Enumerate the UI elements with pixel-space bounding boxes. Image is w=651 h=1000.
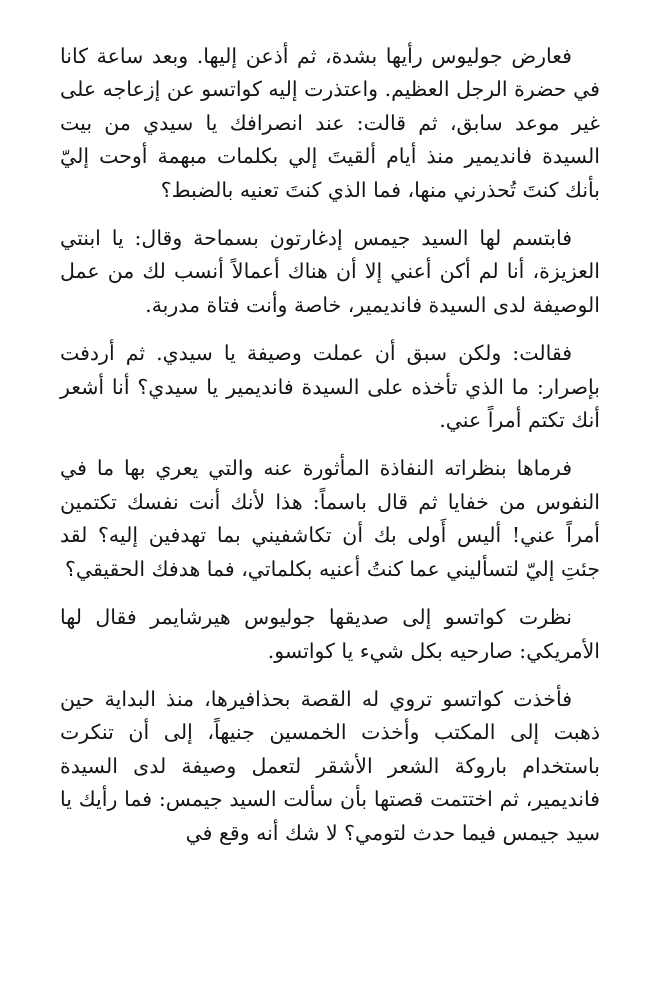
paragraph-3: فقالت: ولكن سبق أن عملت وصيفة يا سيدي. ثم أردفت بإصرار: ما الذي تأخذه على السيدة فانديمير يا سيدي؟ أنا أشعر أنك تكتم أمراً عني. (60, 341, 600, 433)
paragraph-6: فأخذت كواتسو تروي له القصة بحذافيرها، منذ البداية حين ذهبت إلى المكتب وأخذت الخمسين جنيهاً، إلى أن تنكرت باستخدام باروكة الشعر الأشقر لتعمل وصيفة لدى السيدة فانديمير، ثم اختتمت قصتها بأن سألت السيد جيمس: فما رأيك يا سيد جيمس فيما حدث لتومي؟ لا شك أنه وقع في (60, 686, 600, 845)
book-page (60, 40, 600, 990)
paragraph-2: فابتسم لها السيد جيمس إدغارتون بسماحة وقال: يا ابنتي العزيزة، أنا لم أكن أعني إلا أن هناك أعمالاً أنسب لك من عمل الوصيفة لدى السيدة فانديمير، خاصة وأنت فتاة مدربة. (60, 226, 600, 317)
paragraph-4: فرماها بنظراته النفاذة المأثورة عنه والتي يعري بها ما في النفوس من خفايا ثم قال باسماً: هذا لأنك أنت نفسك تكتمين أمراً عني! أليس أَولى بك أن تكاشفيني بما تهدفين إليه؟ لقد جئتِ إليّ لتسأليني عما كنتُ أعنيه بكلماتي، فما هدفك الحقيقي؟ (60, 456, 600, 581)
paragraph-5: نظرت كواتسو إلى صديقها جوليوس هيرشايمر فقال لها الأمريكي: صارحيه بكل شيء يا كواتسو. (60, 605, 600, 663)
paragraph-1: فعارض جوليوس رأيها بشدة، ثم أذعن إليها. وبعد ساعة كانا في حضرة الرجل العظيم. واعتذرت إليه كواتسو عن إزعاجه على غير موعد سابق، ثم قالت: عند انصرافك يا سيدي من بيت السيدة فانديمير منذ أيام ألقيتَ إلي بكلمات مبهمة أوحت إليّ بأنك كنتَ تُحذرني منها، فما الذي كنتَ تعنيه بالضبط؟ (60, 44, 600, 202)
